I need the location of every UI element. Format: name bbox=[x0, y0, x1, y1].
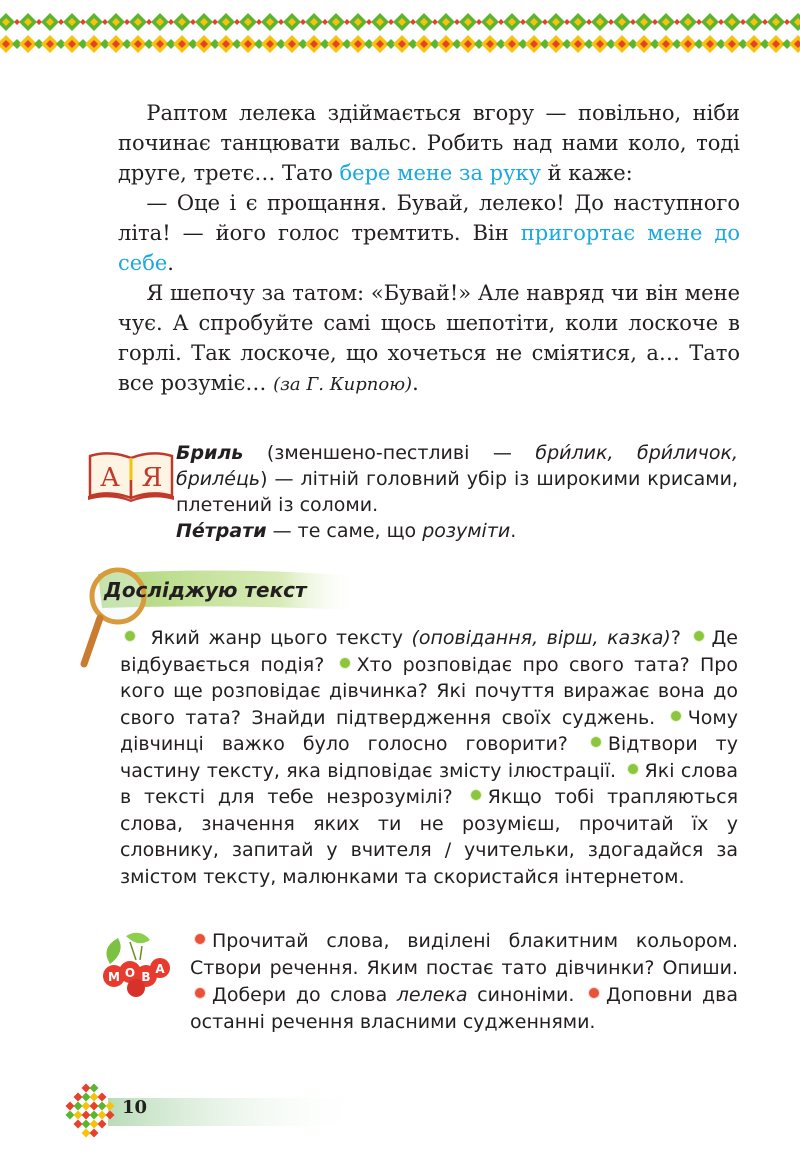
question: Відтвори ту частину тексту, яка відповідає змісту ілюстрації. bbox=[120, 733, 738, 782]
top-ornament-border bbox=[0, 0, 800, 80]
bullet-icon bbox=[590, 736, 602, 748]
question: Хто розповідає про свого тата? Про кого ще розповідає дівчинка? Які почуття виражає вона до свого тата? Знайди підтвердження своїх суджень. bbox=[120, 653, 738, 729]
language-tasks: Прочитай слова, виділені блакитним кольором. Створи речення. Яким постає тато дівчинки? Опиши. Добери до слова лелека синоніми. Доповни два останні речення власними судженнями. bbox=[190, 930, 738, 1033]
task: Доповни два останні речення власними судженнями. bbox=[190, 984, 738, 1033]
question: Де відбувається подія? bbox=[120, 627, 738, 676]
question: Якщо тобі трапляються слова, значення яких ти не розумієш, прочитай їх у словнику, запитай у вчителя / учительки, здогадайся за змістом тексту, малюнками та скористайся інтернетом. bbox=[120, 786, 739, 888]
dictionary-entry: Пе́трати — те саме, що розуміти. bbox=[176, 520, 517, 542]
dictionary-letter: Я bbox=[141, 463, 163, 493]
story-text bbox=[118, 98, 740, 400]
bullet-icon bbox=[588, 987, 600, 999]
question: Чому дівчинці важко було голосно говорити? bbox=[120, 706, 738, 755]
mova-letter: О bbox=[124, 966, 136, 980]
bullet-icon bbox=[124, 630, 136, 642]
dictionary-word: Бриль bbox=[176, 442, 244, 464]
dictionary-letter: А bbox=[100, 463, 120, 493]
task: Прочитай слова, виділені блакитним кольором. Створи речення. Яким постає тато дівчинки? Опиши. bbox=[190, 930, 738, 979]
bullet-icon bbox=[693, 630, 705, 642]
questions-block: Який жанр цього тексту (оповідання, вірш, казка)? Де відбувається подія? Хто розповідає про свого тата? Про кого ще розповідає дівчинка? Які почуття виражає вона до свого тата? Знайди підтвердження своїх суджень. Чому дівчинці важко було голосно говорити? Відтвори ту частину тексту, яка відповідає змісту ілюстрації. Які слова в тексті для тебе незрозумілі? Якщо тобі трапляються слова, значення яких ти не розумієш, прочитай їх у словнику, запитай у вчителя / учительки, здогадайся за змістом тексту, малюнками та скористайся інтернетом. bbox=[120, 627, 739, 888]
dictionary-entry: Бриль (зменшено-пестливі — бри́лик, бри́личок, брилéць) — літній головний убір із широкими крисами, плетений із соломи. bbox=[176, 442, 738, 516]
story-paragraph: Раптом лелека здіймається вгору — повільно, ніби починає танцювати вальс. Робить над нами коло, тоді друге, третє… Тато бере мене за руку й каже: bbox=[118, 101, 740, 185]
dictionary-word: Пе́трати bbox=[176, 520, 267, 542]
story-paragraph: — Оце і є прощання. Бувай, лелеко! До наступного літа! — його голос тремтить. Він пригортає мене до себе. bbox=[118, 191, 740, 275]
dictionary-box bbox=[176, 440, 738, 544]
bullet-icon bbox=[194, 933, 206, 945]
viburnum-mova-icon bbox=[96, 930, 176, 1000]
highlighted-phrase: бере мене за руку bbox=[339, 161, 541, 185]
section-title: Досліджую текст bbox=[104, 578, 307, 602]
footer-ornament bbox=[58, 1080, 368, 1150]
page-number: 10 bbox=[122, 1097, 148, 1118]
bullet-icon bbox=[194, 987, 206, 999]
bullet-icon bbox=[627, 763, 639, 775]
bullet-icon bbox=[339, 657, 351, 669]
mova-letter: М bbox=[108, 970, 120, 984]
bullet-icon bbox=[470, 789, 482, 801]
story-source: (за Г. Кирпою) bbox=[273, 374, 413, 395]
highlighted-phrase: пригортає мене до себе bbox=[118, 221, 740, 275]
dictionary-book-icon bbox=[84, 446, 180, 502]
bullet-icon bbox=[670, 710, 682, 722]
story-paragraph: Я шепочу за татом: «Бувай!» Але навряд чи він мене чує. А спробуйте самі щось шепотіти, коли лоскоче в горлі. Так лоскоче, що хочеться не сміятися, а… Тато все розуміє… (за Г. Кирпою). bbox=[118, 281, 740, 395]
mova-letter: В bbox=[141, 970, 151, 984]
mova-letter: А bbox=[155, 962, 165, 976]
question: Які слова в тексті для тебе незрозумілі? bbox=[120, 759, 738, 808]
